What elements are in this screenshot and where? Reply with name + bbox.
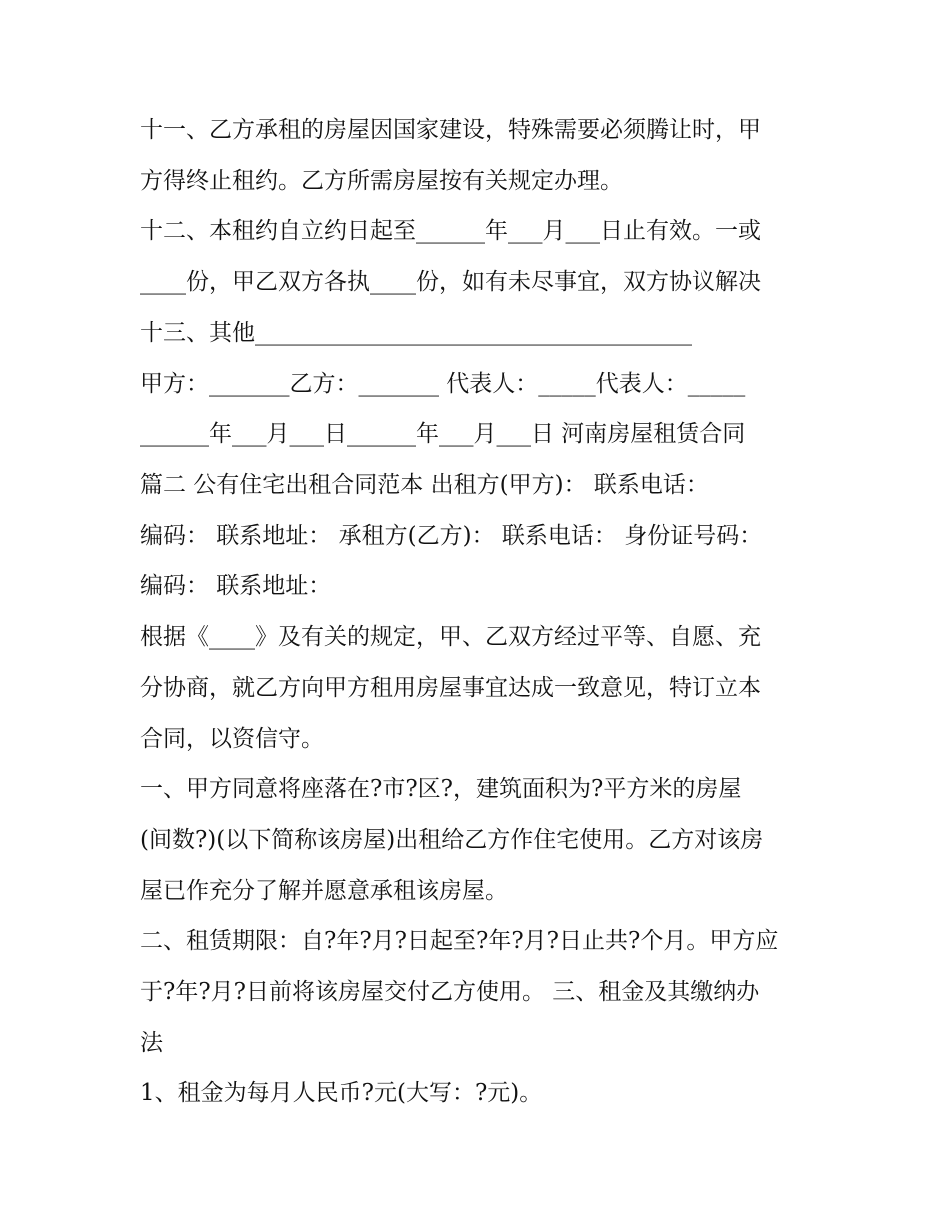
text-line-15: (间数?)(以下简称该房屋)出租给乙方作住宅使用。乙方对该房 (140, 827, 764, 853)
text-line-5: 十三、其他______________________________________ (140, 320, 692, 346)
text-line-14: 一、甲方同意将座落在?市?区?，建筑面积为?平方米的房屋 (140, 776, 742, 802)
text-line-6: 甲方：_______乙方：_______ 代表人：_____代表人：_____ (140, 371, 746, 397)
text-line-20: 1、租金为每月人民币?元(大写：?元)。 (140, 1080, 543, 1106)
text-line-2: 方得终止租约。乙方所需房屋按有关规定办理。 (140, 168, 623, 194)
text-line-16: 屋已作充分了解并愿意承租该房屋。 (140, 878, 508, 904)
text-line-9: 编码： 联系地址： 承租方(乙方)： 联系电话： 身份证号码： (140, 523, 763, 549)
text-line-8: 篇二 公有住宅出租合同范本 出租方(甲方)： 联系电话： (140, 472, 709, 498)
text-line-12: 分协商，就乙方向甲方租用房屋事宜达成一致意见，特订立本 (140, 675, 761, 701)
text-line-4: ____份，甲乙双方各执____份，如有未尽事宜，双方协议解决 (140, 269, 761, 295)
text-line-11: 根据《____》及有关的规定，甲、乙双方经过平等、自愿、充 (140, 624, 761, 650)
text-line-17: 二、租赁期限：自?年?月?日起至?年?月?日止共?个月。甲方应 (140, 928, 779, 954)
text-line-1: 十一、乙方承租的房屋因国家建设，特殊需要必须腾让时，甲 (140, 117, 761, 143)
text-line-3: 十二、本租约自立约日起至______年___月___日止有效。一或 (140, 218, 761, 244)
text-line-18: 于?年?月?日前将该房屋交付乙方使用。 三、租金及其缴纳办 (140, 979, 760, 1005)
text-line-10: 编码： 联系地址： (140, 573, 332, 599)
text-line-19: 法 (140, 1030, 163, 1056)
text-line-13: 合同，以资信守。 (140, 726, 324, 752)
text-line-7: ______年___月___日______年___月___日 河南房屋租赁合同 (140, 421, 746, 447)
